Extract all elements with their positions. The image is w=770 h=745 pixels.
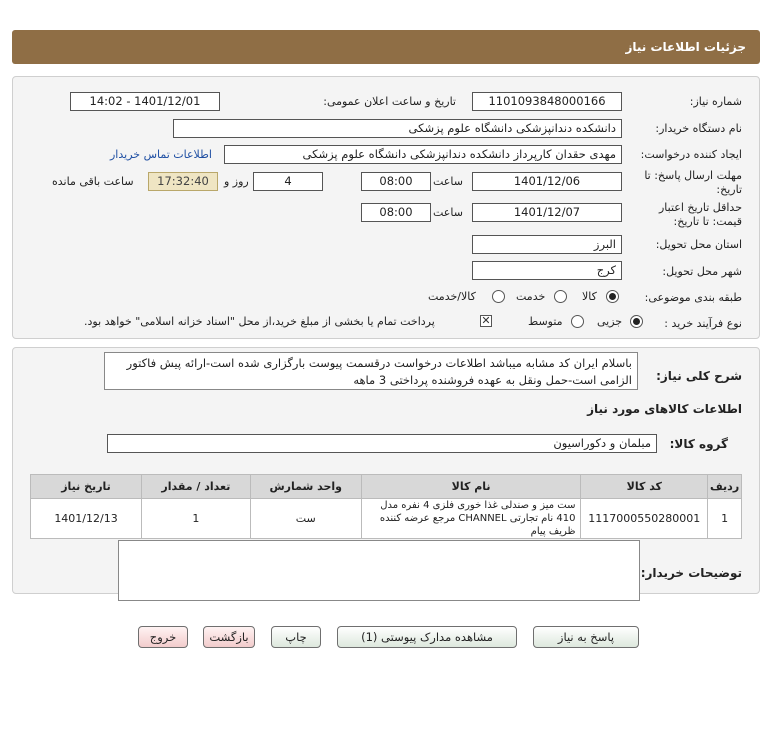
cell-qty: 1 [142, 499, 251, 539]
deadline-label: مهلت ارسال پاسخ: تا [644, 169, 742, 182]
cell-code: 1117000550280001 [581, 499, 708, 539]
city-label: شهر محل تحویل: [662, 265, 742, 278]
col-name: نام کالا [361, 475, 581, 499]
process-medium-radio[interactable] [571, 315, 584, 328]
table-row [31, 499, 742, 539]
requester-label: ایجاد کننده درخواست: [640, 148, 742, 161]
city-field: کرج [472, 261, 622, 280]
requester-field: مهدی حقدان کارپرداز دانشکده دندانپزشکی دانشگاه علوم پزشکی [224, 145, 622, 164]
print-button[interactable]: چاپ [271, 626, 321, 648]
need-number-field: 1101093848000166 [472, 92, 622, 111]
category-goods-radio[interactable] [606, 290, 619, 303]
days-field: 4 [253, 172, 323, 191]
buyer-notes-label: توضیحات خریدار: [640, 566, 742, 580]
validity-time-label: ساعت [433, 206, 463, 219]
deadline-label-date: تاریخ: [716, 183, 742, 196]
deadline-time-label: ساعت [433, 175, 463, 188]
buyer-org-field: دانشکده دندانپزشکی دانشگاه علوم پزشکی [173, 119, 622, 138]
process-minor-radio[interactable] [630, 315, 643, 328]
back-button[interactable]: بازگشت [203, 626, 255, 648]
buyer-org-label: نام دستگاه خریدار: [655, 122, 742, 135]
announce-field: 1401/12/01 - 14:02 [70, 92, 220, 111]
days-label: روز و [224, 175, 249, 188]
description-label: شرح کلی نیاز: [656, 369, 742, 383]
col-code: کد کالا [581, 475, 708, 499]
goods-group-field: مبلمان و دکوراسیون [107, 434, 657, 453]
deadline-date-field: 1401/12/06 [472, 172, 622, 191]
announce-label: تاریخ و ساعت اعلان عمومی: [323, 95, 456, 108]
col-unit: واحد شمارش [250, 475, 361, 499]
buyer-notes-field [118, 540, 640, 601]
reply-button[interactable]: پاسخ به نیاز [533, 626, 639, 648]
validity-time-field: 08:00 [361, 203, 431, 222]
deadline-time-field: 08:00 [361, 172, 431, 191]
col-date: تاریخ نیاز [31, 475, 142, 499]
treasury-payment-checkbox[interactable]: ✕ [481, 314, 491, 327]
page-header [12, 30, 760, 64]
col-qty: تعداد / مقدار [142, 475, 251, 499]
cell-name: ست میز و صندلی غذا خوری فلزی 4 نفره مدل 410 نام تجارتی CHANNEL مرجع عرضه کننده ظریف پیام [361, 499, 581, 539]
goods-table-header [31, 475, 742, 499]
province-label: استان محل تحویل: [655, 238, 742, 251]
remaining-label: ساعت باقی مانده [52, 175, 134, 188]
goods-table [30, 474, 742, 539]
category-service-radio[interactable] [554, 290, 567, 303]
validity-date-field: 1401/12/07 [472, 203, 622, 222]
process-medium-label: متوسط [528, 315, 563, 328]
category-goods-service-label: کالا/خدمت [428, 290, 476, 303]
process-type-label: نوع فرآیند خرید : [664, 317, 742, 330]
category-goods-service-radio[interactable] [492, 290, 505, 303]
attachments-button[interactable]: مشاهده مدارک پیوستی (1) [337, 626, 517, 648]
province-field: البرز [472, 235, 622, 254]
cell-date: 1401/12/13 [31, 499, 142, 539]
exit-button[interactable]: خروج [138, 626, 188, 648]
process-minor-label: جزیی [597, 315, 623, 328]
validity-label: حداقل تاریخ اعتبار [658, 201, 742, 214]
cell-row: 1 [708, 499, 742, 539]
category-goods-label: کالا [582, 290, 597, 303]
validity-label-date: قیمت: تا تاریخ: [673, 215, 742, 228]
goods-group-label: گروه کالا: [669, 437, 728, 451]
category-service-label: خدمت [516, 290, 546, 303]
cell-unit: ست [250, 499, 361, 539]
need-number-label: شماره نیاز: [689, 95, 742, 108]
page-title: جزئیات اطلاعات نیاز [625, 40, 746, 54]
goods-info-title: اطلاعات کالاهای مورد نیاز [587, 402, 742, 416]
buyer-contact-link[interactable]: اطلاعات تماس خریدار [110, 148, 212, 161]
remaining-time-field: 17:32:40 [148, 172, 218, 191]
treasury-payment-note: پرداخت تمام یا بخشی از مبلغ خرید،از محل "اسناد خزانه اسلامی" خواهد بود. [84, 315, 435, 328]
category-label: طبقه بندی موضوعی: [644, 291, 742, 304]
col-row: ردیف [708, 475, 742, 499]
description-field: باسلام ایران کد مشابه میباشد اطلاعات درخواست درقسمت پیوست بارگزاری شده است-ارائه پیش فاکتور الزامی است-حمل ونقل به عهده فروشنده پرداختی 3 ماهه [104, 352, 638, 390]
